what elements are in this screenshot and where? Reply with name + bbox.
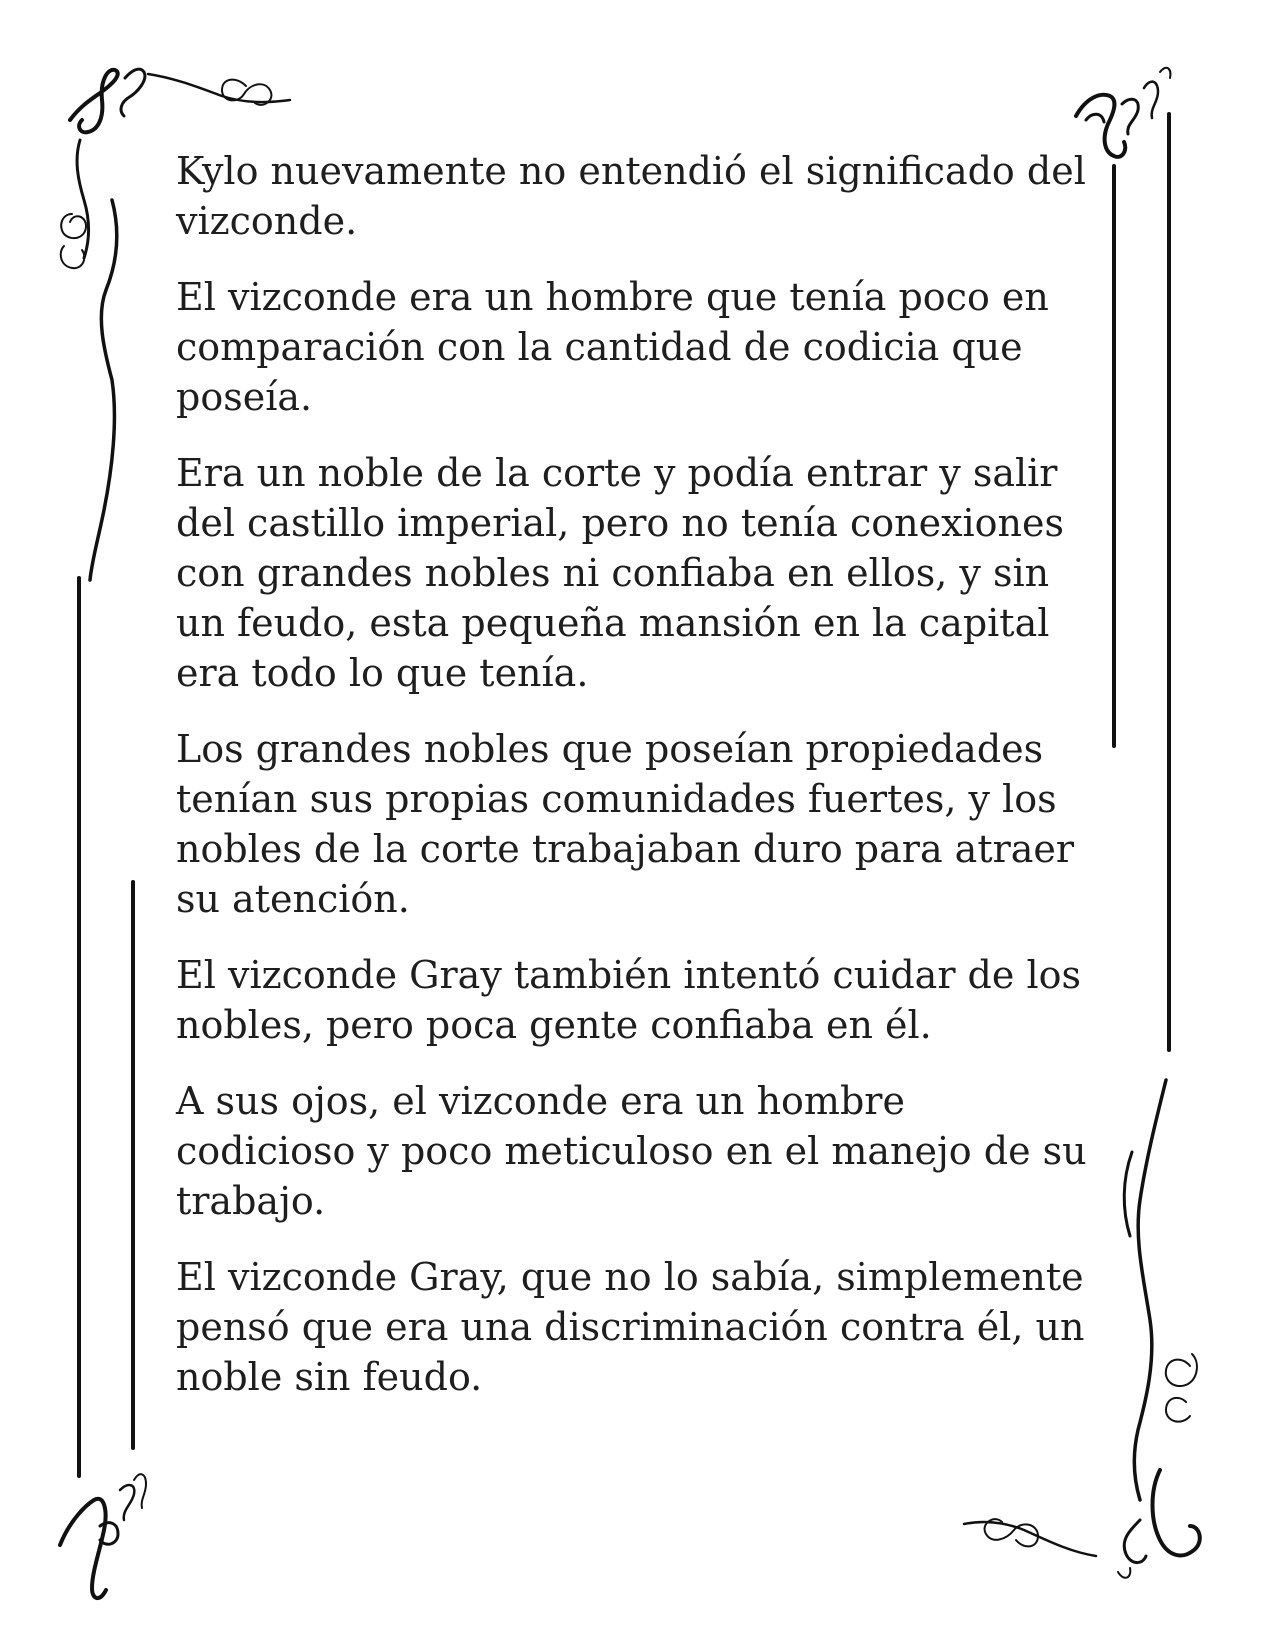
- top-right-flourish-icon: [1076, 68, 1170, 157]
- paragraph-4: Los grandes nobles que poseían propiedades tenían sus propias comunidades fuertes, y los nobles de la corte trabajaban duro para atraer su atención.: [176, 727, 1075, 921]
- paragraph-7: El vizconde Gray, que no lo sabía, simplemente pensó que era una discriminación contra él, un noble sin feudo.: [176, 1255, 1085, 1399]
- paragraph-1: Kylo nuevamente no entendió el significado del vizconde.: [176, 149, 1086, 243]
- bottom-left-flourish-icon: [60, 1474, 146, 1598]
- body-text: [176, 146, 1096, 1428]
- paragraph-2: El vizconde era un hombre que tenía poco en comparación con la cantidad de codicia que poseía.: [176, 275, 1049, 419]
- paragraph-6: A sus ojos, el vizconde era un hombre codicioso y poco meticuloso en el manejo de su trabajo.: [176, 1079, 1087, 1223]
- paragraph-5: El vizconde Gray también intentó cuidar de los nobles, pero poca gente confiaba en él.: [176, 953, 1081, 1047]
- paragraph-3: Era un noble de la corte y podía entrar y salir del castillo imperial, pero no tenía conexiones con grandes nobles ni confiaba en ellos, y sin un feudo, esta pequeña mansión en la capital era todo lo que tenía.: [176, 451, 1064, 695]
